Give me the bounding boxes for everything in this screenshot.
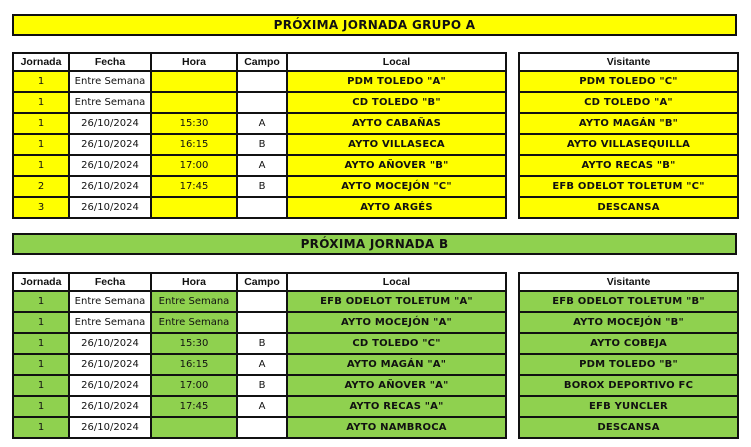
visitante-team-cell: AYTO VILLASEQUILLA xyxy=(519,134,738,155)
local-team-cell: AYTO AÑOVER "B" xyxy=(287,155,506,176)
header-jornada: Jornada xyxy=(13,53,69,71)
hora-cell: 17:45 xyxy=(151,396,237,417)
campo-cell xyxy=(237,312,287,333)
visitante-team-cell: PDM TOLEDO "B" xyxy=(519,354,738,375)
local-team-cell: AYTO CABAÑAS xyxy=(287,113,506,134)
header-local: Local xyxy=(287,53,506,71)
table-row xyxy=(13,113,738,134)
gap-cell xyxy=(506,312,519,333)
gap-column xyxy=(506,273,519,291)
header-jornada: Jornada xyxy=(13,273,69,291)
fecha-cell: 26/10/2024 xyxy=(69,396,151,417)
header-fecha: Fecha xyxy=(69,53,151,71)
fecha-cell: Entre Semana xyxy=(69,92,151,113)
hora-cell: 15:30 xyxy=(151,113,237,134)
gap-cell xyxy=(506,197,519,218)
jornada-cell: 1 xyxy=(13,113,69,134)
header-campo: Campo xyxy=(237,53,287,71)
campo-cell xyxy=(237,417,287,438)
gap-cell xyxy=(506,71,519,92)
local-team-cell: AYTO VILLASECA xyxy=(287,134,506,155)
table-header-row xyxy=(13,273,738,291)
gap-cell xyxy=(506,333,519,354)
header-visitante: Visitante xyxy=(519,273,738,291)
group-b-title: PRÓXIMA JORNADA B xyxy=(12,233,737,255)
group-b-schedule-table xyxy=(12,272,739,439)
hora-cell: 17:45 xyxy=(151,176,237,197)
table-row xyxy=(13,71,738,92)
table-row xyxy=(13,333,738,354)
hora-cell xyxy=(151,92,237,113)
visitante-team-cell: BOROX DEPORTIVO FC xyxy=(519,375,738,396)
gap-cell xyxy=(506,176,519,197)
fecha-cell: 26/10/2024 xyxy=(69,354,151,375)
local-team-cell: CD TOLEDO "B" xyxy=(287,92,506,113)
table-row xyxy=(13,155,738,176)
gap-cell xyxy=(506,155,519,176)
hora-cell xyxy=(151,417,237,438)
hora-cell: Entre Semana xyxy=(151,291,237,312)
fecha-cell: 26/10/2024 xyxy=(69,176,151,197)
jornada-cell: 1 xyxy=(13,375,69,396)
jornada-cell: 2 xyxy=(13,176,69,197)
jornada-cell: 1 xyxy=(13,92,69,113)
table-row xyxy=(13,396,738,417)
fecha-cell: 26/10/2024 xyxy=(69,113,151,134)
table-header-row xyxy=(13,53,738,71)
fecha-cell: Entre Semana xyxy=(69,71,151,92)
local-team-cell: AYTO RECAS "A" xyxy=(287,396,506,417)
table-row xyxy=(13,92,738,113)
gap-cell xyxy=(506,375,519,396)
hora-cell: 16:15 xyxy=(151,354,237,375)
campo-cell: B xyxy=(237,176,287,197)
campo-cell: A xyxy=(237,396,287,417)
gap-cell xyxy=(506,354,519,375)
fecha-cell: 26/10/2024 xyxy=(69,197,151,218)
jornada-cell: 1 xyxy=(13,333,69,354)
group-a-schedule-table xyxy=(12,52,739,219)
local-team-cell: EFB ODELOT TOLETUM "A" xyxy=(287,291,506,312)
local-team-cell: AYTO MAGÁN "A" xyxy=(287,354,506,375)
jornada-cell: 3 xyxy=(13,197,69,218)
hora-cell: 16:15 xyxy=(151,134,237,155)
campo-cell: B xyxy=(237,134,287,155)
header-hora: Hora xyxy=(151,53,237,71)
campo-cell: A xyxy=(237,113,287,134)
visitante-team-cell: AYTO COBEJA xyxy=(519,333,738,354)
header-hora: Hora xyxy=(151,273,237,291)
jornada-cell: 1 xyxy=(13,71,69,92)
visitante-team-cell: DESCANSA xyxy=(519,417,738,438)
fecha-cell: 26/10/2024 xyxy=(69,134,151,155)
table-row xyxy=(13,375,738,396)
hora-cell: 17:00 xyxy=(151,375,237,396)
header-local: Local xyxy=(287,273,506,291)
fecha-cell: 26/10/2024 xyxy=(69,333,151,354)
local-team-cell: AYTO MOCEJÓN "C" xyxy=(287,176,506,197)
campo-cell: B xyxy=(237,333,287,354)
jornada-cell: 1 xyxy=(13,396,69,417)
local-team-cell: AYTO NAMBROCA xyxy=(287,417,506,438)
campo-cell xyxy=(237,291,287,312)
gap-cell xyxy=(506,134,519,155)
group-a-title: PRÓXIMA JORNADA GRUPO A xyxy=(12,14,737,36)
hora-cell xyxy=(151,71,237,92)
hora-cell: 15:30 xyxy=(151,333,237,354)
visitante-team-cell: AYTO MAGÁN "B" xyxy=(519,113,738,134)
visitante-team-cell: PDM TOLEDO "C" xyxy=(519,71,738,92)
gap-cell xyxy=(506,113,519,134)
visitante-team-cell: AYTO RECAS "B" xyxy=(519,155,738,176)
jornada-cell: 1 xyxy=(13,155,69,176)
jornada-cell: 1 xyxy=(13,134,69,155)
table-row xyxy=(13,354,738,375)
local-team-cell: AYTO MOCEJÓN "A" xyxy=(287,312,506,333)
table-row xyxy=(13,291,738,312)
jornada-cell: 1 xyxy=(13,354,69,375)
visitante-team-cell: EFB ODELOT TOLETUM "C" xyxy=(519,176,738,197)
table-row xyxy=(13,197,738,218)
campo-cell: A xyxy=(237,354,287,375)
fecha-cell: Entre Semana xyxy=(69,312,151,333)
header-fecha: Fecha xyxy=(69,273,151,291)
gap-cell xyxy=(506,417,519,438)
header-campo: Campo xyxy=(237,273,287,291)
hora-cell xyxy=(151,197,237,218)
jornada-cell: 1 xyxy=(13,417,69,438)
campo-cell xyxy=(237,71,287,92)
table-row xyxy=(13,134,738,155)
local-team-cell: CD TOLEDO "C" xyxy=(287,333,506,354)
table-row xyxy=(13,176,738,197)
fecha-cell: Entre Semana xyxy=(69,291,151,312)
local-team-cell: AYTO AÑOVER "A" xyxy=(287,375,506,396)
header-visitante: Visitante xyxy=(519,53,738,71)
campo-cell: B xyxy=(237,375,287,396)
campo-cell xyxy=(237,92,287,113)
visitante-team-cell: AYTO MOCEJÓN "B" xyxy=(519,312,738,333)
fecha-cell: 26/10/2024 xyxy=(69,375,151,396)
fecha-cell: 26/10/2024 xyxy=(69,417,151,438)
table-row xyxy=(13,417,738,438)
campo-cell: A xyxy=(237,155,287,176)
hora-cell: Entre Semana xyxy=(151,312,237,333)
gap-cell xyxy=(506,396,519,417)
jornada-cell: 1 xyxy=(13,312,69,333)
hora-cell: 17:00 xyxy=(151,155,237,176)
gap-cell xyxy=(506,291,519,312)
gap-cell xyxy=(506,92,519,113)
table-row xyxy=(13,312,738,333)
visitante-team-cell: CD TOLEDO "A" xyxy=(519,92,738,113)
campo-cell xyxy=(237,197,287,218)
gap-column xyxy=(506,53,519,71)
local-team-cell: AYTO ARGÉS xyxy=(287,197,506,218)
fecha-cell: 26/10/2024 xyxy=(69,155,151,176)
visitante-team-cell: EFB ODELOT TOLETUM "B" xyxy=(519,291,738,312)
jornada-cell: 1 xyxy=(13,291,69,312)
visitante-team-cell: DESCANSA xyxy=(519,197,738,218)
visitante-team-cell: EFB YUNCLER xyxy=(519,396,738,417)
local-team-cell: PDM TOLEDO "A" xyxy=(287,71,506,92)
